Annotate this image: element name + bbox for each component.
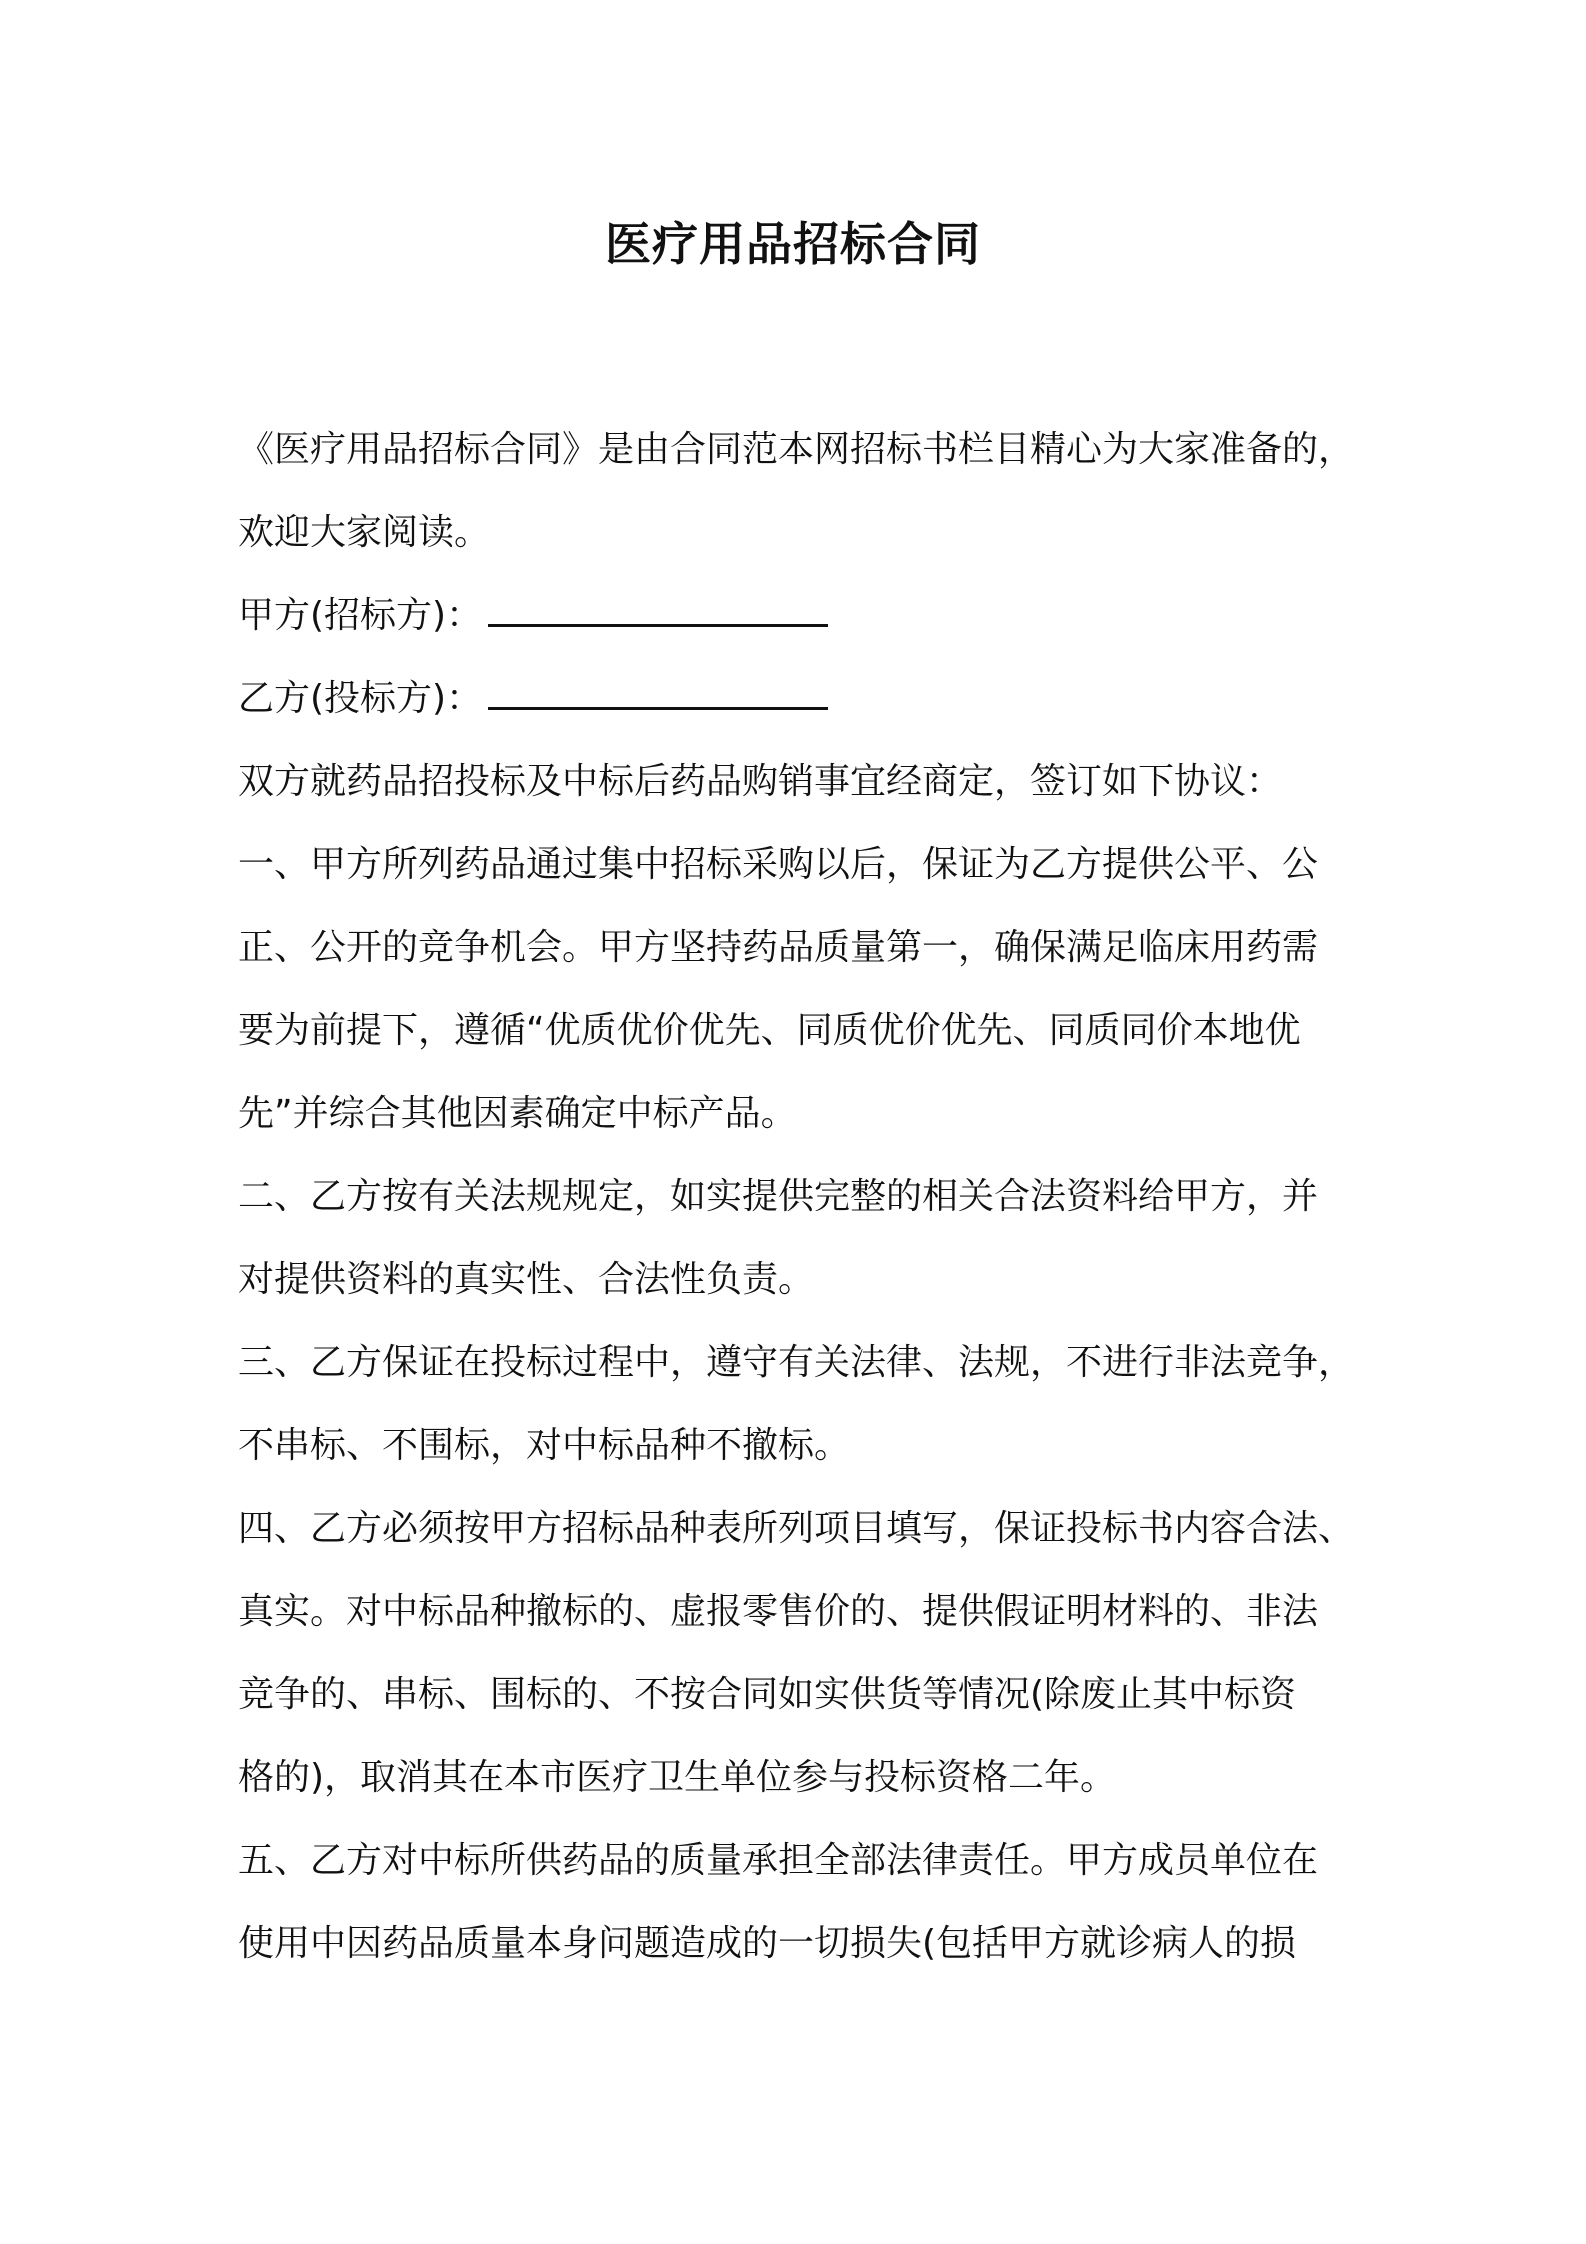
body-line: 要为前提下，遵循“优质优价优先、同质优价优先、同质同价本地优 (238, 1010, 1301, 1051)
body-line: 五、乙方对中标所供药品的质量承担全部法律责任。甲方成员单位在 (238, 1840, 1319, 1881)
party-a-label: 甲方(招标方)： (238, 595, 483, 636)
body-line: 先”并综合其他因素确定中标产品。 (238, 1093, 797, 1134)
intro-line: 《医疗用品招标合同》是由合同范本网招标书栏目精心为大家准备的， (238, 429, 1355, 470)
body-line: 竞争的、串标、围标的、不按合同如实供货等情况(除废止其中标资 (238, 1674, 1297, 1715)
body-line: 正、公开的竞争机会。甲方坚持药品质量第一，确保满足临床用药需 (238, 927, 1319, 968)
body-line: 一、甲方所列药品通过集中招标采购以后，保证为乙方提供公平、公 (238, 844, 1319, 885)
body-line: 格的)，取消其在本市医疗卫生单位参与投标资格二年。 (238, 1757, 1117, 1798)
party-a-field (238, 574, 1358, 657)
document-body (238, 408, 1358, 1985)
party-b-field (238, 657, 1358, 740)
body-line: 不串标、不围标，对中标品种不撤标。 (238, 1425, 851, 1466)
party-a-blank (488, 594, 828, 627)
body-line: 三、乙方保证在投标过程中，遵守有关法律、法规，不进行非法竞争， (238, 1342, 1355, 1383)
body-line: 真实。对中标品种撤标的、虚报零售价的、提供假证明材料的、非法 (238, 1591, 1319, 1632)
party-b-label: 乙方(投标方)： (238, 678, 483, 719)
document-title: 医疗用品招标合同 (605, 217, 981, 271)
body-line: 双方就药品招投标及中标后药品购销事宜经商定，签订如下协议： (238, 761, 1283, 802)
party-b-blank (488, 677, 828, 710)
body-line: 二、乙方按有关法规规定，如实提供完整的相关合法资料给甲方，并 (238, 1176, 1319, 1217)
intro-line: 欢迎大家阅读。 (238, 512, 491, 553)
body-line: 四、乙方必须按甲方招标品种表所列项目填写，保证投标书内容合法、 (238, 1508, 1355, 1549)
body-line: 对提供资料的真实性、合法性负责。 (238, 1259, 815, 1300)
body-line: 使用中因药品质量本身问题造成的一切损失(包括甲方就诊病人的损 (238, 1923, 1297, 1964)
